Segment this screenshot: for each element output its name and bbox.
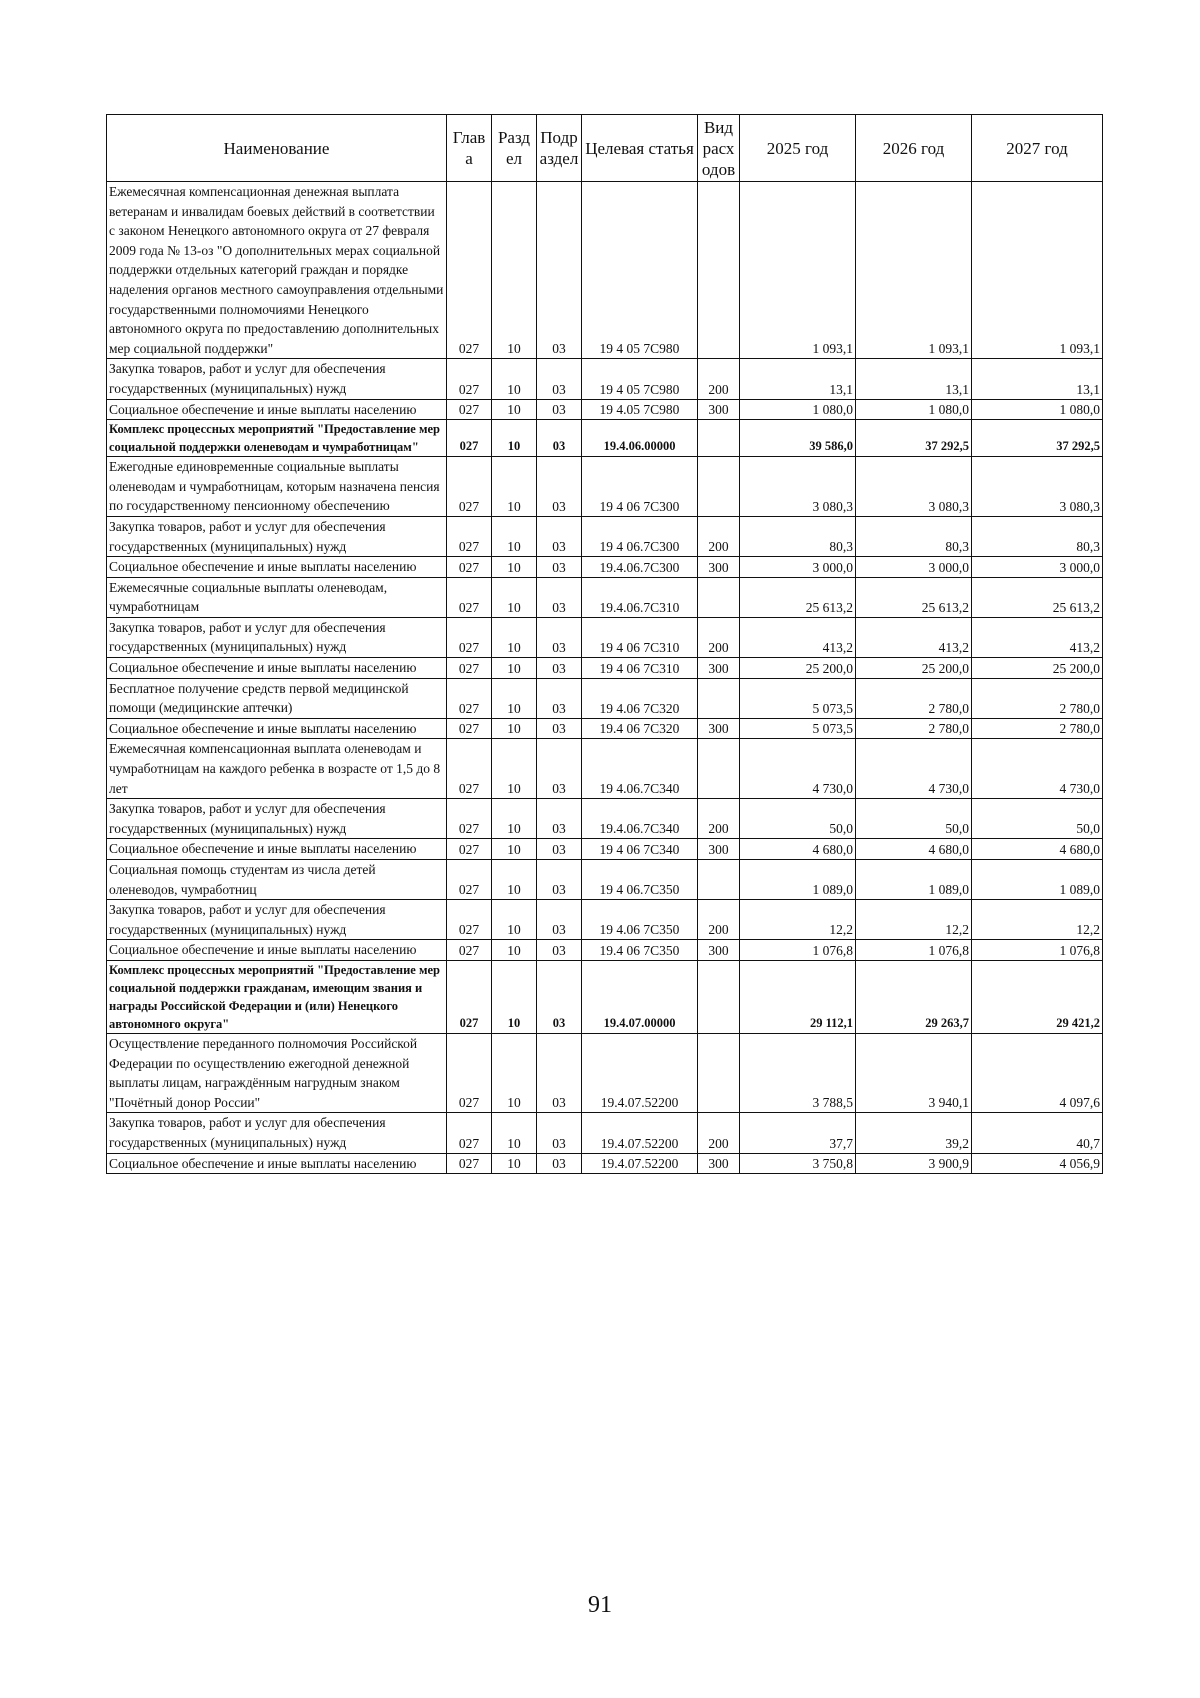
cell-2027: 13,1 [972,359,1103,399]
cell-statya: 19 4 05 7С980 [582,182,698,359]
cell-glava: 027 [447,182,492,359]
cell-2025: 1 093,1 [740,182,856,359]
cell-name: Социальное обеспечение и иные выплаты населению [107,940,447,961]
cell-podrazdel: 03 [537,516,582,556]
cell-statya: 19 4 06 7С340 [582,839,698,860]
cell-statya: 19 4 06.7С300 [582,516,698,556]
cell-razdel: 10 [492,1153,537,1174]
cell-vid [698,182,740,359]
budget-table [106,114,1103,1174]
table-row [107,399,1103,420]
cell-razdel: 10 [492,182,537,359]
cell-2027: 80,3 [972,516,1103,556]
cell-2027: 4 730,0 [972,739,1103,799]
cell-2025: 5 073,5 [740,678,856,718]
table-row [107,839,1103,860]
table-row [107,420,1103,457]
table-row [107,860,1103,900]
cell-2026: 2 780,0 [856,718,972,739]
cell-razdel: 10 [492,718,537,739]
cell-razdel: 10 [492,359,537,399]
cell-razdel: 10 [492,1033,537,1112]
cell-name: Закупка товаров, работ и услуг для обеспечения государственных (муниципальных) нужд [107,900,447,940]
cell-name: Бесплатное получение средств первой медицинской помощи (медицинские аптечки) [107,678,447,718]
cell-vid: 200 [698,1113,740,1153]
cell-statya: 19.4.06.7С300 [582,557,698,578]
cell-2026: 12,2 [856,900,972,940]
cell-podrazdel: 03 [537,1033,582,1112]
cell-vid: 200 [698,799,740,839]
cell-vid [698,457,740,517]
cell-podrazdel: 03 [537,399,582,420]
table-row [107,617,1103,657]
cell-2027: 29 421,2 [972,960,1103,1033]
cell-podrazdel: 03 [537,718,582,739]
cell-razdel: 10 [492,557,537,578]
cell-podrazdel: 03 [537,678,582,718]
cell-statya: 19.4.07.52200 [582,1113,698,1153]
cell-podrazdel: 03 [537,799,582,839]
cell-podrazdel: 03 [537,940,582,961]
header-statya: Целевая статья [582,115,698,182]
table-row [107,739,1103,799]
cell-2026: 3 080,3 [856,457,972,517]
table-row [107,577,1103,617]
cell-podrazdel: 03 [537,839,582,860]
cell-razdel: 10 [492,1113,537,1153]
cell-name: Комплекс процессных мероприятий "Предоставление мер социальной поддержки оленеводам и чумработницам" [107,420,447,457]
cell-name: Ежемесячная компенсационная денежная выплата ветеранам и инвалидам боевых действий в соответствии с законом Ненецкого автономного округа от 27 февраля 2009 года № 13-оз "О дополнительных мерах социальной поддержки отдельных категорий граждан и порядке наделения органов местного самоуправления отдельными государственными полномочиями Ненецкого автономного округа по предоставлению дополнительных мер социальной поддержки" [107,182,447,359]
cell-statya: 19 4 06 7С310 [582,617,698,657]
header-razdel: Разд ел [492,115,537,182]
cell-statya: 19 4 06 7С310 [582,658,698,679]
cell-name: Закупка товаров, работ и услуг для обеспечения государственных (муниципальных) нужд [107,1113,447,1153]
table-row [107,1153,1103,1174]
cell-glava: 027 [447,718,492,739]
cell-statya: 19.4.06.7С340 [582,799,698,839]
cell-2026: 13,1 [856,359,972,399]
cell-2027: 4 680,0 [972,839,1103,860]
cell-razdel: 10 [492,860,537,900]
cell-2027: 1 089,0 [972,860,1103,900]
cell-2025: 37,7 [740,1113,856,1153]
cell-podrazdel: 03 [537,960,582,1033]
table-row [107,516,1103,556]
table-row [107,960,1103,1033]
cell-podrazdel: 03 [537,658,582,679]
cell-statya: 19.4 06 7С320 [582,718,698,739]
cell-vid: 200 [698,617,740,657]
cell-name: Социальное обеспечение и иные выплаты населению [107,839,447,860]
header-podrazdel: Подр аздел [537,115,582,182]
cell-glava: 027 [447,940,492,961]
cell-podrazdel: 03 [537,182,582,359]
cell-2025: 80,3 [740,516,856,556]
cell-2027: 1 076,8 [972,940,1103,961]
cell-glava: 027 [447,420,492,457]
cell-podrazdel: 03 [537,617,582,657]
cell-glava: 027 [447,557,492,578]
cell-2026: 3 900,9 [856,1153,972,1174]
cell-glava: 027 [447,1033,492,1112]
cell-2027: 12,2 [972,900,1103,940]
cell-2026: 1 093,1 [856,182,972,359]
cell-2027: 40,7 [972,1113,1103,1153]
cell-2026: 1 089,0 [856,860,972,900]
cell-statya: 19 4.05 7С980 [582,399,698,420]
cell-2026: 1 076,8 [856,940,972,961]
cell-glava: 027 [447,399,492,420]
cell-glava: 027 [447,359,492,399]
cell-2027: 50,0 [972,799,1103,839]
cell-glava: 027 [447,1153,492,1174]
cell-2027: 25 613,2 [972,577,1103,617]
cell-razdel: 10 [492,799,537,839]
cell-2025: 39 586,0 [740,420,856,457]
cell-glava: 027 [447,900,492,940]
cell-statya: 19 4.06 7С350 [582,900,698,940]
cell-razdel: 10 [492,516,537,556]
cell-razdel: 10 [492,658,537,679]
cell-glava: 027 [447,658,492,679]
cell-vid [698,960,740,1033]
cell-vid: 300 [698,940,740,961]
page-number: 91 [588,1592,612,1618]
cell-razdel: 10 [492,960,537,1033]
table-row [107,658,1103,679]
cell-glava: 027 [447,516,492,556]
cell-podrazdel: 03 [537,577,582,617]
cell-glava: 027 [447,1113,492,1153]
cell-2026: 2 780,0 [856,678,972,718]
cell-statya: 19 4.06.7С340 [582,739,698,799]
cell-glava: 027 [447,457,492,517]
cell-2025: 3 788,5 [740,1033,856,1112]
header-vid: Вид расх одов [698,115,740,182]
cell-2025: 5 073,5 [740,718,856,739]
cell-vid: 300 [698,839,740,860]
cell-vid: 300 [698,1153,740,1174]
cell-razdel: 10 [492,839,537,860]
cell-name: Комплекс процессных мероприятий "Предоставление мер социальной поддержки гражданам, имеющим звания и награды Российской Федерации и (или) Ненецкого автономного округа" [107,960,447,1033]
cell-vid [698,860,740,900]
cell-razdel: 10 [492,617,537,657]
cell-name: Ежегодные единовременные социальные выплаты оленеводам и чумработницам, которым назначена пенсия по государственному пенсионному обеспечению [107,457,447,517]
cell-2025: 50,0 [740,799,856,839]
table-row [107,718,1103,739]
cell-2026: 25 200,0 [856,658,972,679]
cell-2027: 3 080,3 [972,457,1103,517]
cell-razdel: 10 [492,900,537,940]
cell-podrazdel: 03 [537,1113,582,1153]
table-header-row [107,115,1103,182]
cell-vid [698,739,740,799]
cell-2025: 12,2 [740,900,856,940]
table-row [107,182,1103,359]
cell-2027: 25 200,0 [972,658,1103,679]
cell-2025: 413,2 [740,617,856,657]
cell-name: Социальное обеспечение и иные выплаты населению [107,399,447,420]
cell-vid [698,420,740,457]
cell-razdel: 10 [492,940,537,961]
cell-2025: 4 680,0 [740,839,856,860]
cell-vid [698,678,740,718]
cell-statya: 19 4 05 7С980 [582,359,698,399]
cell-glava: 027 [447,839,492,860]
cell-vid: 300 [698,399,740,420]
cell-name: Закупка товаров, работ и услуг для обеспечения государственных (муниципальных) нужд [107,359,447,399]
cell-2026: 3 000,0 [856,557,972,578]
cell-name: Социальная помощь студентам из числа детей оленеводов, чумработниц [107,860,447,900]
cell-name: Ежемесячные социальные выплаты оленеводам, чумработницам [107,577,447,617]
cell-2025: 13,1 [740,359,856,399]
cell-2026: 25 613,2 [856,577,972,617]
cell-statya: 19.4.07.52200 [582,1033,698,1112]
table-row [107,557,1103,578]
cell-razdel: 10 [492,399,537,420]
cell-statya: 19.4.07.52200 [582,1153,698,1174]
table-row [107,940,1103,961]
cell-vid: 200 [698,516,740,556]
cell-2027: 3 000,0 [972,557,1103,578]
cell-statya: 19.4 06 7С350 [582,940,698,961]
cell-2027: 37 292,5 [972,420,1103,457]
cell-razdel: 10 [492,457,537,517]
cell-razdel: 10 [492,678,537,718]
cell-statya: 19 4 06 7С300 [582,457,698,517]
cell-2026: 4 680,0 [856,839,972,860]
table-row [107,799,1103,839]
cell-name: Закупка товаров, работ и услуг для обеспечения государственных (муниципальных) нужд [107,516,447,556]
cell-statya: 19 4.06 7С320 [582,678,698,718]
cell-vid: 300 [698,658,740,679]
cell-2027: 1 093,1 [972,182,1103,359]
cell-statya: 19 4 06.7С350 [582,860,698,900]
cell-2025: 1 076,8 [740,940,856,961]
cell-2025: 3 750,8 [740,1153,856,1174]
cell-podrazdel: 03 [537,860,582,900]
cell-2027: 2 780,0 [972,718,1103,739]
cell-vid: 300 [698,718,740,739]
cell-name: Осуществление переданного полномочия Российской Федерации по осуществлению ежегодной денежной выплаты лицам, награждённым нагрудным знаком "Почётный донор России" [107,1033,447,1112]
cell-2025: 3 000,0 [740,557,856,578]
cell-glava: 027 [447,860,492,900]
cell-2027: 413,2 [972,617,1103,657]
cell-2027: 4 097,6 [972,1033,1103,1112]
cell-glava: 027 [447,678,492,718]
cell-2026: 413,2 [856,617,972,657]
cell-2026: 50,0 [856,799,972,839]
cell-2027: 2 780,0 [972,678,1103,718]
cell-vid [698,577,740,617]
cell-vid: 200 [698,900,740,940]
cell-name: Социальное обеспечение и иные выплаты населению [107,557,447,578]
cell-podrazdel: 03 [537,359,582,399]
header-2026: 2026 год [856,115,972,182]
cell-2025: 25 613,2 [740,577,856,617]
cell-glava: 027 [447,617,492,657]
cell-podrazdel: 03 [537,1153,582,1174]
header-name: Наименование [107,115,447,182]
cell-razdel: 10 [492,739,537,799]
cell-glava: 027 [447,577,492,617]
cell-name: Социальное обеспечение и иные выплаты населению [107,718,447,739]
cell-name: Социальное обеспечение и иные выплаты населению [107,1153,447,1174]
cell-statya: 19.4.06.7С310 [582,577,698,617]
cell-2026: 29 263,7 [856,960,972,1033]
header-glava: Глав а [447,115,492,182]
cell-2025: 29 112,1 [740,960,856,1033]
cell-vid [698,1033,740,1112]
cell-2027: 4 056,9 [972,1153,1103,1174]
cell-statya: 19.4.07.00000 [582,960,698,1033]
cell-statya: 19.4.06.00000 [582,420,698,457]
cell-razdel: 10 [492,420,537,457]
cell-2025: 1 080,0 [740,399,856,420]
cell-2026: 1 080,0 [856,399,972,420]
cell-podrazdel: 03 [537,900,582,940]
cell-glava: 027 [447,799,492,839]
cell-2026: 37 292,5 [856,420,972,457]
table-row [107,457,1103,517]
header-2025: 2025 год [740,115,856,182]
cell-name: Социальное обеспечение и иные выплаты населению [107,658,447,679]
cell-2025: 4 730,0 [740,739,856,799]
cell-podrazdel: 03 [537,457,582,517]
cell-2026: 80,3 [856,516,972,556]
cell-glava: 027 [447,739,492,799]
cell-name: Ежемесячная компенсационная выплата оленеводам и чумработницам на каждого ребенка в возрасте от 1,5 до 8 лет [107,739,447,799]
cell-vid: 300 [698,557,740,578]
cell-glava: 027 [447,960,492,1033]
cell-podrazdel: 03 [537,420,582,457]
header-2027: 2027 год [972,115,1103,182]
table-body [107,182,1103,1174]
table-row [107,359,1103,399]
cell-2026: 39,2 [856,1113,972,1153]
cell-podrazdel: 03 [537,739,582,799]
cell-vid: 200 [698,359,740,399]
table-row [107,678,1103,718]
cell-2026: 3 940,1 [856,1033,972,1112]
cell-name: Закупка товаров, работ и услуг для обеспечения государственных (муниципальных) нужд [107,617,447,657]
cell-2026: 4 730,0 [856,739,972,799]
cell-name: Закупка товаров, работ и услуг для обеспечения государственных (муниципальных) нужд [107,799,447,839]
cell-2027: 1 080,0 [972,399,1103,420]
cell-2025: 25 200,0 [740,658,856,679]
cell-podrazdel: 03 [537,557,582,578]
cell-2025: 3 080,3 [740,457,856,517]
table-row [107,900,1103,940]
cell-razdel: 10 [492,577,537,617]
table-row [107,1113,1103,1153]
cell-2025: 1 089,0 [740,860,856,900]
table-row [107,1033,1103,1112]
